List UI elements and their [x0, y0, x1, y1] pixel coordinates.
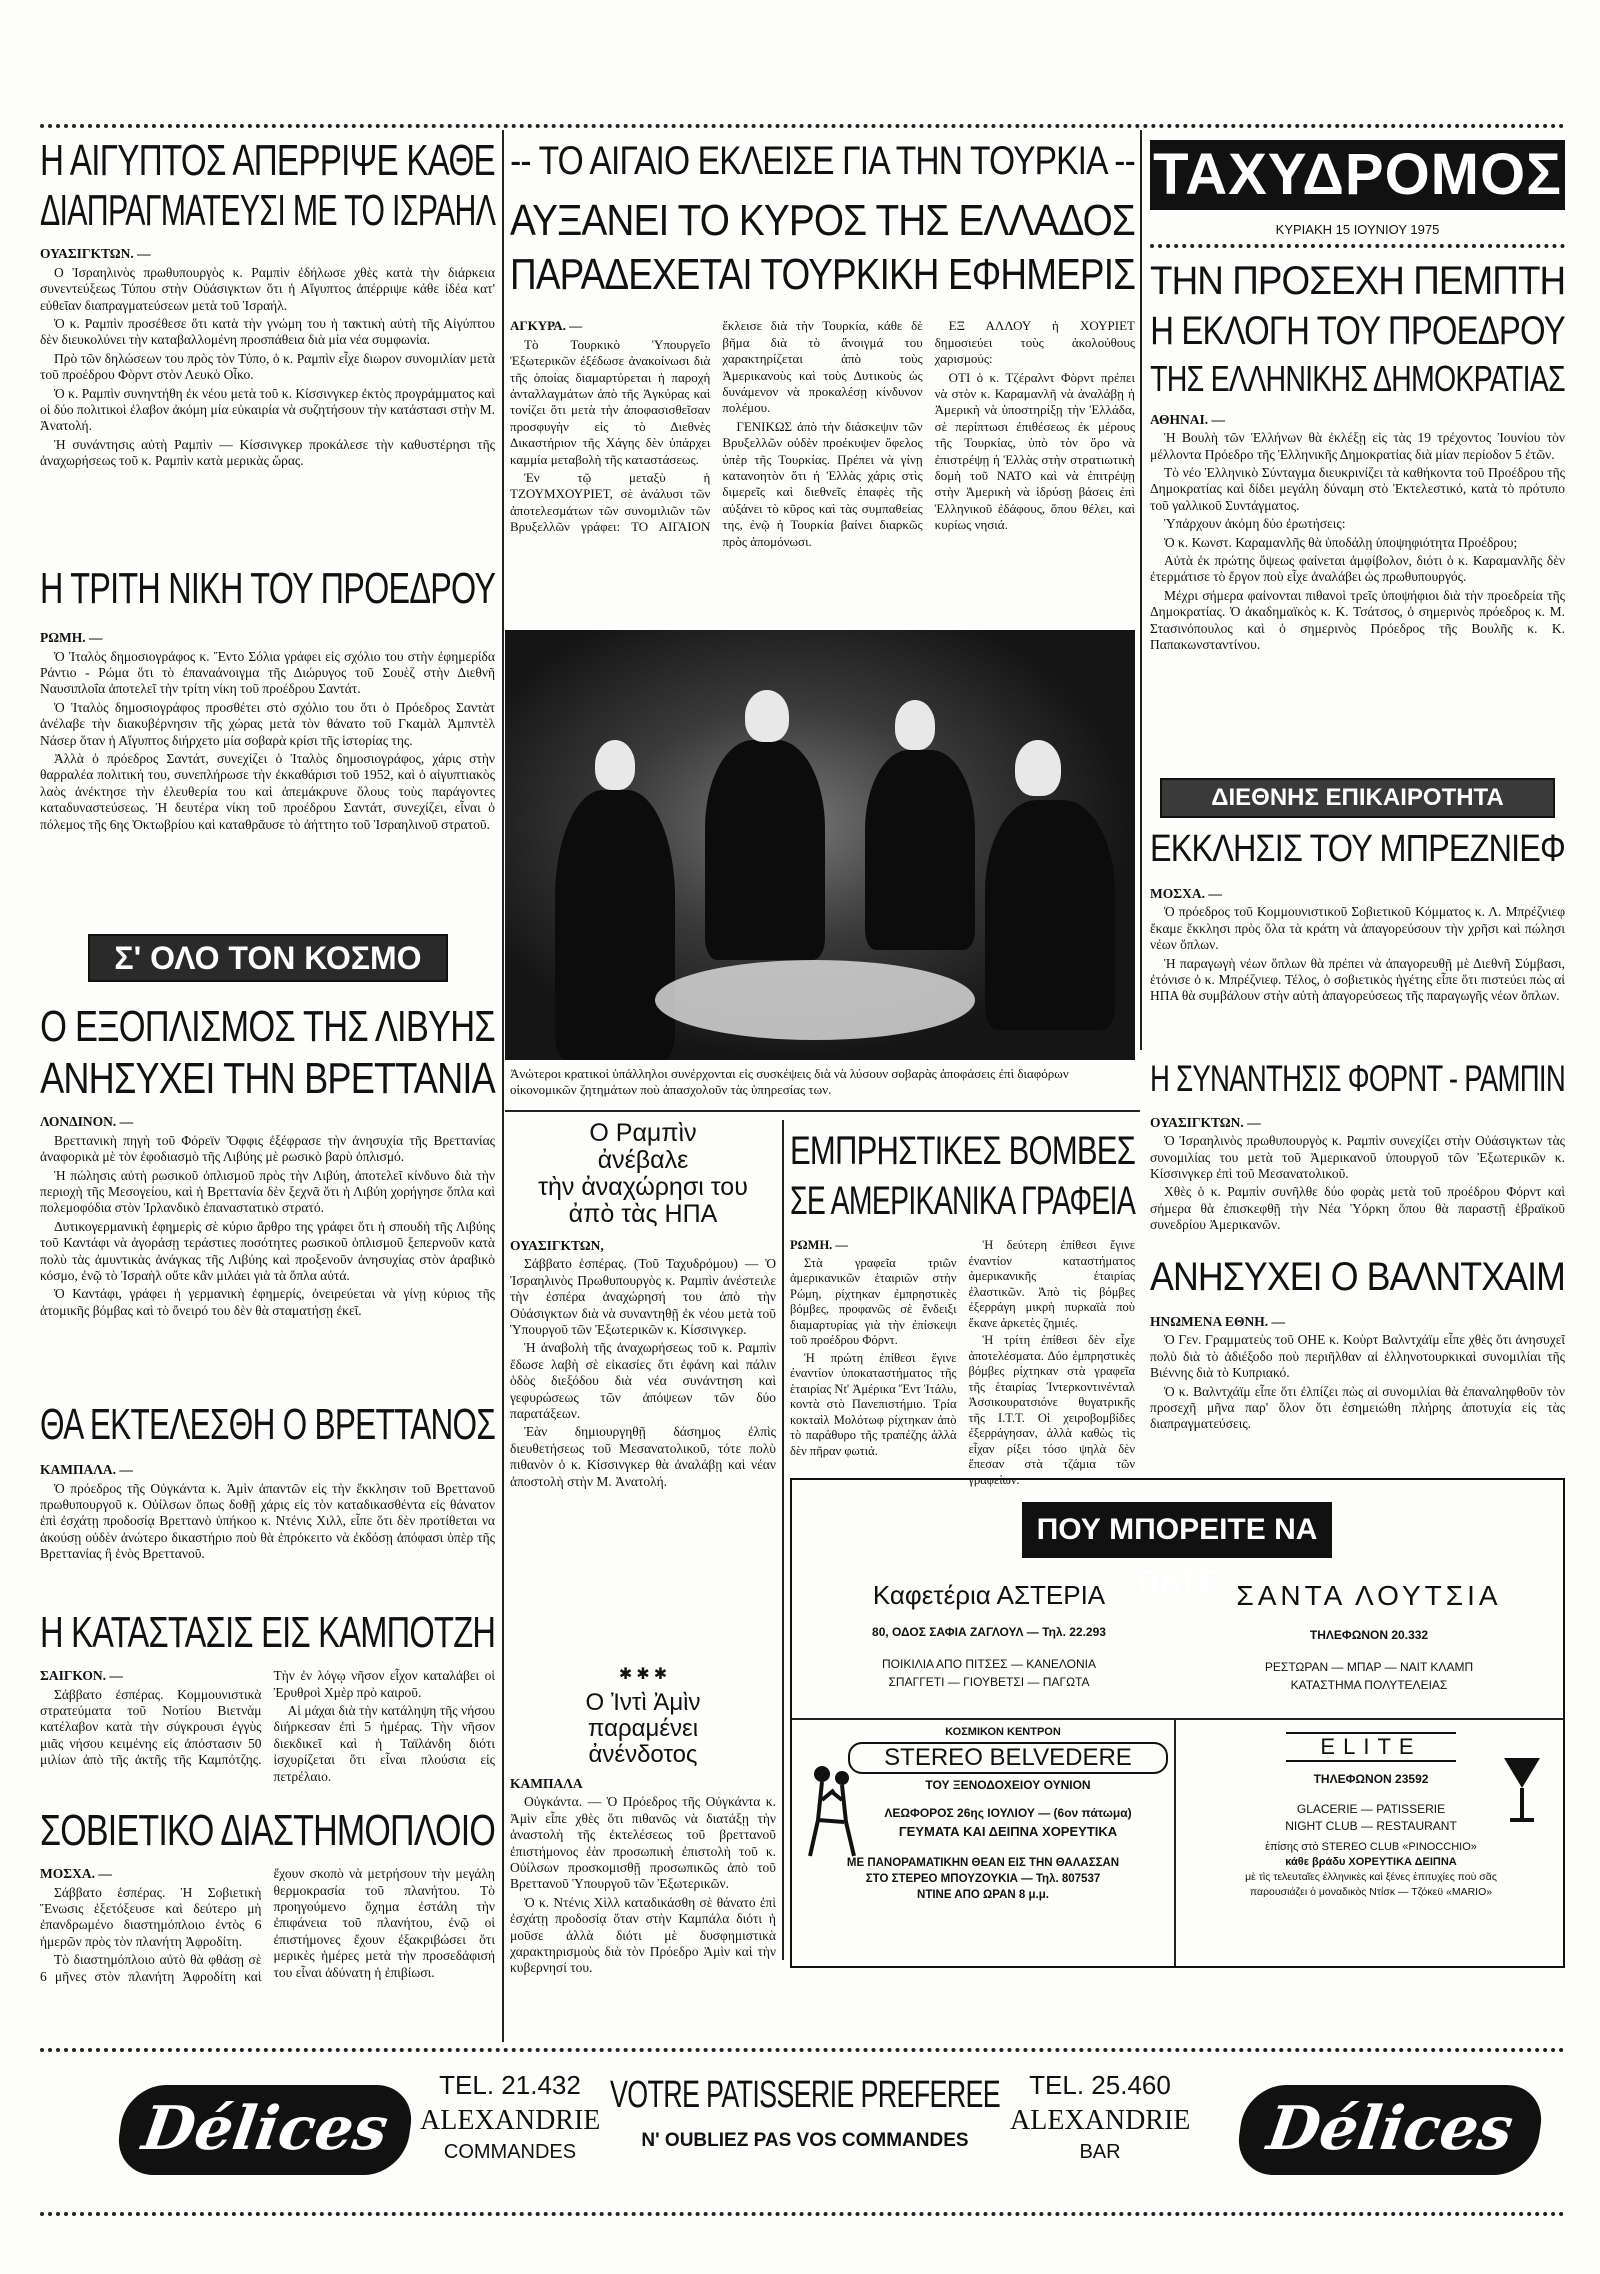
article-libya: [40, 1004, 495, 1394]
headline: Η ΤΡΙΤΗ ΝΙΚΗ ΤΟΥ ΠΡΟΕΔΡΟΥ: [40, 564, 496, 613]
paragraph: Ο Ἰσραηλινὸς πρωθυπουργὸς κ. Ραμπὶν ἐδήλωσε χθὲς κατὰ τὴν διάρκεια συνεντεύξεως Τύπου στὴν Οὐάσιγκτων ὅτι ἡ Αἴγυπτος ἀπέρριψε κάθε ἰδέα κατ' εὐθεῖαν διαπραγματεύσεων μετὰ τοῦ Ἰσραήλ.: [40, 264, 495, 313]
paragraph: Ἡ Βουλὴ τῶν Ἑλλήνων θὰ ἐκλέξῃ εἰς τὰς 19 τρέχοντος Ἰουνίου τὸν μέλλοντα Πρόεδρο τῆς Ἑλληνικῆς Δημοκρατίας διὰ μίαν περίοδον 5 ἐτῶν.: [1150, 430, 1565, 462]
headline: ΠΑΡΑΔΕΧΕΤΑΙ ΤΟΥΡΚΙΚΗ ΕΦΗΜΕΡΙΣ: [510, 250, 1136, 300]
ad-line: ΛΕΩΦΟΡΟΣ 26ης ΙΟΥΛΙΟΥ — (6ον πάτωμα): [884, 1806, 1132, 1820]
paragraph: Ὁ Ἰσραηλινὸς πρωθυπουργὸς κ. Ραμπὶν συνεχίζει στὴν Οὐάσιγκτων τὰς συνομιλίας του μετὰ τοῦ Ἀμερικανοῦ ὑπουργοῦ τῶν Ἐξωτερικῶν κ. Κίσσινγκερ ἐπὶ τοῦ Μεσανατολικοῦ.: [1150, 1133, 1565, 1182]
paragraph: Ἀλλὰ ὁ πρόεδρος Σαντάτ, συνεχίζει ὁ Ἰταλὸς δημοσιογράφος, χάρις στὴν θαρραλέα πολιτική του, συνεπλήρωσε τὴν ἐκκαθάρισι τοῦ 1952, καὶ ὁ αἰγυπτιακὸς λαὸς ἀνέκτησε τὴν ἐλευθερία του καὶ ἀπεμάκρυνε ὅλους τοὺς παράγοντες καταδυναστεύσεως. Ἡ δευτέρα νίκη τοῦ προέδρου Σαντάτ, συνεχίζει, εἶναι ὁ πόλεμος τῆς 6ης Ὀκτωβρίου καὶ καταθρᾶυσε τὸ ἀήττητο τοῦ Ἰσραηλινοῦ στρατοῦ.: [40, 751, 495, 832]
delices-logo: Délices: [1234, 2085, 1547, 2175]
article-body: [40, 1114, 495, 1394]
ad-line: ΣΤΟ ΣΤΕΡΕΟ ΜΠΟΥΖΟΥΚΙΑ — Τηλ. 807537: [865, 1873, 1101, 1885]
separator-stars: ✱ ✱ ✱: [618, 1666, 668, 1683]
headline: ΤΗΝ ΠΡΟΣΕΧΗ ΠΕΜΠΤΗ: [1150, 259, 1566, 303]
delices-logo: Délices: [114, 2085, 417, 2175]
ad-phone: ΤΗΛΕΦΩΝΟΝ 20.332: [1309, 1628, 1429, 1642]
ad-sub: ΤΟΥ ΞΕΝΟΔΟΧΕΙΟΥ ΟΥΝΙΟΝ: [925, 1778, 1091, 1792]
dateline: ΛΟΝΔΙΝΟΝ. —: [40, 1114, 134, 1130]
dateline: ΟΥΑΣΙΓΚΤΩΝ. —: [40, 246, 151, 262]
article-ford-rabin: [1150, 1058, 1565, 1233]
ad-line: μὲ τὶς τελευταῖες ἑλληνικὲς καὶ ξένες ἐπιτυχίες ποὺ σᾶς: [1245, 1871, 1497, 1883]
headline: Η ΑΙΓΥΠΤΟΣ ΑΠΕΡΡΙΨΕ ΚΑΘΕ: [40, 136, 495, 185]
paragraph: Ὁ κ. Κωνστ. Καραμανλῆς θὰ ὑποδάλῃ ὑποψηφιότητα Προέδρου;: [1164, 534, 1518, 550]
article-body: [1150, 886, 1565, 1056]
dateline: ΜΟΣΧΑ. —: [40, 1866, 112, 1882]
delices-right-info: [1010, 2070, 1190, 2164]
ad-name: ΣΑΝΤΑ ΛΟΥΤΣΙΑ: [1236, 1580, 1502, 1611]
paragraph: Ἐν τῷ μεταξὺ ἡ ΤΖΟΥΜΧΟΥΡΙΕΤ, σὲ ἀνάλυσι τῶν ἀποτελεσμάτων τῶν συνομιλιῶν τῶν Βρυξελλῶν γράφει: ΤΟ ΑΙΓΑΙΟΝ ἔκλεισε διὰ τὴν Τουρκία, κάθε δὲ βῆμα διὰ τὸ ἄνοιγμά του χαρακτηρίζεται ἀπὸ τοὺς Ἀμερικανοὺς καὶ τοὺς Δυτικοὺς ὡς δυνάμενον νὰ προκαλέσῃ κίνδυνον πολέμου.: [510, 318, 923, 535]
section-band-international: ΔΙΕΘΝΗΣ ΕΠΙΚΑΙΡΟΤΗΤΑ: [1160, 778, 1555, 818]
article-briton: [40, 1402, 495, 1612]
paragraph: ΓΕΝΙΚΩΣ ἀπὸ τὴν διάσκεψιν τῶν Βρυξελλῶν οὐδὲν προέκυψεν ὄφελος ὑπὲρ τῆς Τουρκίας. Πρέπει νὰ γίνῃ κατανοητὸν ὅτι ἡ Ἑλλὰς χάρις στὶς διμερεῖς καὶ διεθνεῖς ἐπαφὲς τῆς αὐξάνει τὸ κῦρος καὶ τὰς συμπαθείας της, ἐνῷ ἡ Τουρκία βαίνει διαρκῶς πρὸς ἀπομόνωσι.: [722, 418, 923, 549]
paragraph: Ἡ συνάντησις αὐτὴ Ραμπὶν — Κίσσινγκερ προκάλεσε τὴν καθυστέρησι τῆς ἀναχωρήσεως τοῦ κ. Ραμπὶν κατὰ μερικὰς ὥρας.: [40, 436, 495, 469]
paragraph: Ὁ Ἰταλὸς δημοσιογράφος προσθέτει στὸ σχόλιο του ὅτι ὁ Πρόεδρος Σαντὰτ ἀνέλαβε τὴν διακυβέρνησιν τῆς χώρας μετὰ τὸν θάνατο τοῦ Γκαμὰλ Ἀμπντὲλ Νάσερ ὅταν ἡ Αἴγυπτος διήρχετο μία σοβαρὰ κρίσι τῆς ἱστορίας της.: [40, 699, 495, 748]
headline: Η ΚΑΤΑΣΤΑΣΙΣ ΕΙΣ ΚΑΜΠΟΤΖΗ: [40, 1608, 496, 1657]
headline: Η ΕΚΛΟΓΗ ΤΟΥ ΠΡΟΕΔΡΟΥ: [1150, 309, 1565, 353]
paragraph: Τὸ νέο Ἑλληνικὸ Σύνταγμα διευκρινίζει τὰ καθήκοντα τοῦ Προέδρου τῆς Δημοκρατίας καὶ δίδει μεγάλη δύναμη στὸ Ἐκτελεστικό, κατὰ τὸ πρότυπο τοῦ γαλλικοῦ Συντάγματος.: [1150, 465, 1565, 513]
headline: ΑΝΗΣΥΧΕΙ Ο ΒΑΛΝΤΧΑΙΜ: [1150, 1255, 1565, 1299]
article-body: [1150, 1114, 1565, 1233]
dateline: ΑΘΗΝΑΙ. —: [1150, 411, 1225, 427]
cocktail-glass-icon: [1500, 1752, 1544, 1830]
paragraph: Ἡ πώλησις αὐτὴ ρωσικοῦ ὁπλισμοῦ πρὸς τὴν Λιβύη, ἀποτελεῖ κίνδυνο διὰ τὴν περιοχὴ τῆς Μεσογείου, καὶ ἡ Βρεττανία δὲν ξεχνᾶ ὅτι ἡ Λιβύη χορήγησε ὅπλα καὶ πολεμοφόδια στὸν Ἰρλανδικὸ ἐπαναστατικὸ στρατό.: [40, 1167, 495, 1216]
news-photo: [505, 630, 1135, 1060]
headline: ἀνέβαλε: [597, 1146, 689, 1174]
article-body: [40, 1668, 495, 1806]
delices-slogan-sub: N' OUBLIEZ PAS VOS COMMANDES: [641, 2129, 969, 2151]
headline: Ο Ἰντὶ Ἀμὶν: [585, 1689, 701, 1716]
column-divider: [502, 130, 504, 2042]
ad-line: ΚΑΤΑΣΤΗΜΑ ΠΟΛΥΤΕΛΕΙΑΣ: [1290, 1678, 1448, 1692]
paragraph: Ὁ κ. Ραμπὶν προσέθεσε ὅτι κατὰ τὴν γνώμη του ἡ τακτικὴ αὐτὴ τῆς Αἰγύπτου δὲν διευκολύνει τὴν καταβαλλομένη προσπάθεια διὰ μία νέα συμφωνία.: [40, 316, 495, 348]
top-border: [40, 124, 1565, 128]
ad-name: Καφετέρια ΑΣΤΕΡΙΑ: [872, 1580, 1106, 1610]
headline: ΣΕ ΑΜΕΡΙΚΑΝΙΚΑ ΓΡΑΦΕΙΑ: [790, 1179, 1136, 1223]
ad-line: ΜΕ ΠΑΝΟΡΑΜΑΤΙΚΗΝ ΘΕΑΝ ΕΙΣ ΤΗΝ ΘΑΛΑΣΣΑΝ: [846, 1857, 1120, 1869]
ad-line: ΣΠΑΓΓΕΤΙ — ΓΙΟΥΒΕΤΣΙ — ΠΑΓΩΤΑ: [888, 1675, 1090, 1689]
paragraph: Ὁ κ. Ντένις Χὶλλ καταδικάσθη σὲ θάνατο ἐπὶ ἐσχάτῃ προδοσίᾳ ὅταν στὴν Καμπάλα διότι ἡ μοῦσε ἀλλὰ διότι μὲ δυσφημιστικὰ χαρακτηρισμοὺς διὰ τὸν Πρόεδρο Ἀμὶν καὶ τὴν κυβερνησί του.: [510, 1894, 776, 1976]
article-aegean: [510, 140, 1135, 573]
delices-city: ALEXANDRIE: [420, 2105, 601, 2136]
article-body: [40, 1462, 495, 1612]
divider: [505, 1110, 1140, 1112]
paragraph: Τὸ Τουρκικὸ Ὑπουργεῖο Ἐξωτερικῶν ἐξέδωσε ἀνακοίνωσι διὰ τῆς ὁποίας διαμαρτύρεται ἡ παροχὴ ἀνταλλαγμάτων ἀπὸ τῆς Ἀγκύρας καὶ τονίζει ὅτι μετὰ τὴν ἀποφασισθεῖσαν προσφυγὴν εἰς τὸ Διεθνὲς Δικαστήριον τῆς Χάγης δὲν ὑπάρχει καμμία μεταβολὴ τῆς καταστάσεως.: [510, 336, 711, 467]
article-rabin-delay: [510, 1120, 776, 2016]
article-body: [790, 1238, 1135, 1488]
headline: Ο Ραμπὶν: [589, 1119, 697, 1147]
headline: τὴν ἀναχώρησι του: [538, 1173, 748, 1201]
delices-tel: TEL. 25.460: [1029, 2070, 1171, 2100]
dateline: ΗΝΩΜΕΝΑ ΕΘΝΗ. —: [1150, 1314, 1285, 1329]
paragraph: Αὐτὰ ἐκ πρώτης ὄψεως φαίνεται ἀμφίβολον, διότι ὁ κ. Καραμανλῆς δὲν ἐτερμάτισε τὸ ἔργον ποὺ εἶχε ἀναλάβει ὡς πρωθυπουργός.: [1150, 553, 1565, 585]
ad-line: παρουσιάζει ὁ μοναδικὸς Ντίσκ — Τζόκεϋ «MARIO»: [1249, 1886, 1493, 1898]
ad-address: 80, ΟΔΟΣ ΣΑΦΙΑ ΖΑΓΛΟΥΛ — Τηλ. 22.293: [872, 1625, 1106, 1639]
paragraph: Ὁ κ. Ραμπὶν συνηντήθη ἐκ νέου μετὰ τοῦ κ. Κίσσινγκερ ἐκτὸς προγράμματος καὶ οἱ δύο πολιτικοὶ ἐλαβον ἀκόμη μία εὐκαιρία νὰ συζητήσουν τὴν κατάστασι στὴν Μ. Ἀνατολή.: [40, 385, 495, 434]
paragraph: ΟΤΙ ὁ κ. Τζέραλντ Φὸρντ πρέπει νὰ στὸν κ. Καραμανλῆ νὰ ἀναλάβῃ ἡ Ἀμερικὴ νὰ ὑποστηρίξῃ τὴν Ἑλλάδα, σὲ περίπτωσι ἐπιθέσεως ἐκ μέρους τῆς Τουρκίας, ὑπὸ τὸν ὅρο νὰ ἐπιστρέψῃ ἡ Ἑλλὰς στὴν στρατιωτικὴ δομὴ τοῦ ΝΑΤΟ καὶ νὰ ἐπιτρέψῃ στὴν Ἀμερικὴ νὰ ἱδρύσῃ βάσεις ἐπὶ Ἑλληνικοῦ ἐδάφους, ὅπου θέλει, καὶ κυρίως νησιά.: [934, 369, 1135, 533]
headline: ΕΜΠΡΗΣΤΙΚΕΣ ΒΟΜΒΕΣ: [790, 1129, 1136, 1173]
delices-slogan: [610, 2076, 1000, 2152]
dancers-icon: [804, 1760, 858, 1860]
article-body: [1150, 1314, 1565, 1432]
paragraph: Ὑπάρχουν ἀκόμη δύο ἐρωτήσεις:: [1164, 516, 1346, 532]
delices-tel: TEL. 21.432: [439, 2070, 581, 2100]
article-body: [40, 246, 495, 551]
dateline: ΜΟΣΧΑ. —: [1150, 885, 1222, 901]
dateline: ΡΩΜΗ. —: [790, 1238, 848, 1252]
article-body: [40, 1866, 495, 2016]
paragraph: Τὸ διαστημόπλοιο αὐτὸ θὰ φθάσῃ σὲ 6 μῆνες στὸν πλανήτη Ἀφροδίτη καὶ ἔχουν σκοπὸ νὰ μετρήσουν τὴν μεγάλη θερμοκρασία τοῦ πλανήτου. Τὸ προηγούμενο ὄχημα ἐστάλη τὴν ἐπιφάνεια τοῦ πλανήτου, ἐνῷ οἱ ἐπιστήμονες ἔχουν ἐξακριβώσει ὅτι μερικὲς ἡμέρες μετὰ τὴν προσεδάφισή του εἶναι ἀδύνατη ἡ ἐπιβίωσι.: [40, 1866, 495, 1984]
paragraph: Ὁ κ. Βαλντχάϊμ εἶπε ὅτι ἐλπίζει πὼς αἱ συνομιλίαι θὰ ἐπαναληφθοῦν τὸν προσεχῆ μῆνα παρ' ὅλον ὅτι ἐσημειώθη πλήρης ἀποτυχία εἰς τὰς διαπραγματεύσεις.: [1150, 1383, 1565, 1432]
ad-name: ELITE: [1286, 1732, 1456, 1762]
masthead-rule: [1150, 244, 1565, 248]
headline: ΣΟΒΙΕΤΙΚΟ ΔΙΑΣΤΗΜΟΠΛΟΙΟ: [40, 1806, 496, 1855]
paragraph: Σάββατο ἑσπέρας. (Τοῦ Ταχυδρόμου) — Ὁ Ἰσραηλινὸς Πρωθυπουργὸς κ. Ραμπὶν ἀνέστειλε τὴν ἐσπέρα ἀναχώρησή του ἀπὸ τὴν Οὐάσιγκτων διὰ νὰ συναντηθῇ ἐκ νέου μετὰ τοῦ Ὑπουργοῦ τῶν Ἐξωτερικῶν κ. Κίσσινγκερ.: [510, 1256, 776, 1338]
kicker: -- ΤΟ ΑΙΓΑΙΟ ΕΚΛΕΙΣΕ ΓΙΑ ΤΗΝ ΤΟΥΡΚΙΑ --: [510, 139, 1135, 183]
article-sadat: [40, 566, 495, 940]
ads-banner: ΠΟΥ ΜΠΟΡΕΙΤΕ ΝΑ ΠΑΤΕ: [1022, 1502, 1332, 1558]
paragraph: Ἐὰν δημιουργηθῇ δάσημος ἐλπὶς διευθετήσεως τοῦ Μεσανατολικοῦ, τότε πολὺ πιθανὸν ὁ κ. Κίσσινγκερ θὰ ἀναλάβῃ καὶ νέαν ἀποστολὴ στὴν Μ. Ἀνατολή.: [510, 1424, 776, 1489]
dateline: ΚΑΜΠΑΛΑ. —: [40, 1462, 133, 1478]
dateline: ΟΥΑΣΙΓΚΤΩΝ. —: [1150, 1114, 1261, 1130]
paragraph: Στὰ γραφεῖα τριῶν ἀμερικανικῶν ἑταιριῶν στὴν Ρώμη, ρίχτηκαν ἐμπρηστικὲς βόμβες, προφανῶς σὲ ἔνδειξι διαμαρτυρίας γιὰ τὴν ἐπίσκεψι τοῦ προέδρου Φόρντ.: [790, 1255, 957, 1347]
paragraph: Σάββατο ἑσπέρας. Ἡ Σοβιετικὴ Ἕνωσις ἐξετόξευσε καὶ δεύτερο μὴ ἐπανδρωμένο διαστημόπλοιο ἐντὸς 6 ἡμερῶν πρὸς τὸν πλανήτη Ἀφροδίτη.: [40, 1884, 262, 1949]
section-band-world: Σ' ΟΛΟ ΤΟΝ ΚΟΣΜΟ: [88, 934, 448, 982]
dateline: ΑΓΚΥΡΑ. —: [510, 318, 583, 334]
delices-slogan-main: VOTRE PATISSERIE PREFEREE: [610, 2074, 1001, 2116]
masthead-date: ΚΥΡΙΑΚΗ 15 ΙΟΥΝΙΟΥ 1975: [1275, 222, 1440, 237]
headline: ΘΑ ΕΚΤΕΛΕΣΘΗ Ο ΒΡΕΤΤΑΝΟΣ: [40, 1400, 496, 1449]
article-body: [40, 630, 495, 940]
ad-line: ΠΟΙΚΙΛΙΑ ΑΠΟ ΠΙΤΣΕΣ — ΚΑΝΕΛΟΝΙΑ: [882, 1657, 1096, 1671]
headline: παραμένει: [587, 1715, 699, 1742]
paragraph: Ἡ πρώτη ἐπίθεσι ἔγινε ἐναντίον ὑποκαταστήματος τῆς ἑταιρίας Νt' Ἀμέρικα Ἔντ Ἰτάλυ, κοντὰ στὸ Πανεπιστήμιο. Τρία κοκταὶλ Μολότωφ ρίχτηκαν ἀπὸ τὸ παράθυρο τῆς τραπέζης ἀλλὰ δὲν πῆραν φωτιά.: [790, 1350, 957, 1458]
ad-line: GLACERIE — PATISSERIE: [1296, 1802, 1446, 1816]
ads-where-to-go: [790, 1478, 1565, 1968]
paragraph: Ὁ πρόεδρος τῆς Οὐγκάντα κ. Ἀμὶν ἀπαντῶν εἰς τὴν ἔκκλησιν τοῦ Βρεττανοῦ πρωθυπουργοῦ κ. Οὐίλσων ὅπως δοθῇ χάρις εἰς τὸν καταδικασθέντα εἰς θάνατον ἐπὶ ἐσχάτῃ προδοσίᾳ Βρεττανὸ ὑπήκοο κ. Ντένις Χιλλ, εἶπε ὅτι δὲν προτίθεται να ἀκούσῃ οὐδὲν ἀνώτερο δικαστήριο ποὺ θὰ ἐπρόκειτο νὰ ἐκδόσῃ ἀπόφασι ὑπὲρ τῆς Βρεττανίας ἢ ἑνὸς Βρεττανοῦ.: [40, 1480, 495, 1562]
bottom-ad-rule: [40, 2048, 1565, 2052]
ad-phone: ΤΗΛΕΦΩΝΟΝ 23592: [1313, 1772, 1429, 1786]
ad-belvedere: [798, 1726, 1168, 1961]
headline: ἀπὸ τὰς ΗΠΑ: [568, 1200, 718, 1228]
delices-city: ALEXANDRIE: [1010, 2105, 1191, 2136]
dateline: ΡΩΜΗ. —: [40, 630, 103, 646]
ad-asteria: [804, 1580, 1174, 1710]
divider: [1174, 1718, 1176, 1966]
article-waldheim: [1150, 1255, 1565, 1432]
paragraph: Χθὲς ὁ κ. Ραμπὶν συνῆλθε δύο φορὰς μετὰ τοῦ προέδρου Φόρντ καὶ σήμερα θὰ ἐπισκεφθῇ τὴν Νέα Ὑόρκη ὅπου θὰ παραστῇ ἑβραϊκοῦ συνεδρίου Ἀμερικανῶν.: [1150, 1184, 1565, 1233]
ad-elite: [1182, 1726, 1560, 1961]
article-body: [510, 1776, 776, 2016]
article-brezhnev: [1150, 830, 1565, 1056]
paragraph: Ἡ τρίτη ἐπίθεσι δὲν εἶχε ἀποτελέσματα. Δύο ἐμπρηστικὲς βόμβες ρίχτηκαν στὰ γραφεῖα τῆς ἑταιρίας Ἰντερκοντινένταλ Ἀσσικουρατσιόνε θυγατρικῆς τῆς Ι.Τ.Τ. Οἱ χειροβομβίδες ἐξερράγησαν, ἀλλὰ καθὼς τὶς εἶχαν ρίξει τόσο ψηλὰ δὲν ἔπεσαν στὰ τζάμια τῶν γραφείων.: [968, 1333, 1135, 1487]
headline: ΑΥΞΑΝΕΙ ΤΟ ΚΥΡΟΣ ΤΗΣ ΕΛΛΑΔΟΣ: [510, 196, 1136, 245]
article-body: [510, 1238, 776, 1658]
photo-caption: Ἀνώτεροι κρατικοὶ ὑπάλληλοι συνέρχονται εἰς συσκέψεις διὰ νὰ λύσουν σοβαρὰς ἀποφάσεις ἐπὶ διαφόρων οἰκονομικῶν ζητημάτων ποὺ ἀπασχολοῦν τὰς ὑπηρεσίας των.: [510, 1066, 1069, 1098]
headline: ΑΝΗΣΥΧΕΙ ΤΗΝ ΒΡΕΤΤΑΝΙΑ: [40, 1054, 495, 1104]
masthead-title: ΤΑΧΥΔΡΟΜΟΣ: [1150, 140, 1565, 210]
bottom-ad-rule: [40, 2212, 1565, 2216]
paragraph: Δυτικογερμανικὴ ἐφημερὶς σὲ κύριο ἄρθρο της γράφει ὅτι ἡ σπουδὴ τῆς Λιβύης τοῦ Καντάφι νὰ ἀγοράσῃ τεράστιες ποσότητες ρωσικοῦ ὁπλισμοῦ ξεπερνοῦν κατὰ πολὺ τὰς ἀμυντικὰς ἀνάγκας τῆς Λιβύης καὶ προξενοῦν ἀνησυχίας στὸν ἀραβικὸ κόσμο, ἐνῷ τὸ Ἰσραὴλ οὔτε κἂν μιλάει γιὰ τὰ ὅπλα αὐτά.: [40, 1218, 495, 1284]
article-body: [510, 318, 1135, 573]
article-egypt: [40, 138, 495, 551]
ad-line: κάθε βράδυ ΧΟΡΕΥΤΙΚΑ ΔΕΙΠΝΑ: [1285, 1856, 1457, 1868]
paragraph: Βρεττανικὴ πηγὴ τοῦ Φόρεϊν Ὄφφις ἐξέφρασε τὴν ἀνησυχία τῆς Βρεττανίας ἀναφορικὰ μὲ τὸν ἐφοδιασμὸ τῆς Λιβύης μὲ ρωσικὸ βαρὺ ὁπλισμό.: [40, 1132, 495, 1165]
article-cambodia: [40, 1610, 495, 1806]
paragraph: Ἡ ἀναβολὴ τῆς ἀναχωρήσεως τοῦ κ. Ραμπὶν ἔδωσε λαβὴ σὲ εἰκασίες ὅτι ἐφάνη καὶ πάλιν ὁδὸς διεξόδου διὰ νέα συνάντηση καὶ γεφυρώσεως τῶν ἀπόψεων τῶν δύο παρατάξεων.: [510, 1340, 776, 1422]
article-president-election: [1150, 260, 1565, 682]
dateline: ΚΑΜΠΑΛΑ: [510, 1776, 583, 1791]
ad-santa-lucia: [1184, 1580, 1554, 1710]
paragraph: ΕΞ ΑΛΛΟΥ ἡ ΧΟΥΡΙΕΤ δημοσιεύει τοὺς ἀκολούθους χαρισμούς:: [934, 318, 1135, 367]
ad-kicker: ΚΟΣΜΙΚΟΝ ΚΕΝΤΡΟΝ: [945, 1726, 1061, 1738]
headline: ΤΗΣ ΕΛΛΗΝΙΚΗΣ ΔΗΜΟΚΡΑΤΙΑΣ: [1150, 358, 1565, 399]
paragraph: Μέχρι σήμερα φαίνονται πιθανοὶ τρεῖς ὑποψήφιοι διὰ τὴν προεδρεία τῆς Δημοκρατίας. Ὁ ἀκαδημαϊκὸς κ. Κ. Τσάτσος, ὁ σημερινὸς πρόεδρος κ. Μ. Στασινόπουλος καὶ ὁ σημερινὸς Πρόεδρος τῆς Βουλῆς κ. Κ. Παπακωνσταντίνου.: [1150, 587, 1565, 653]
ad-line: NIGHT CLUB — RESTAURANT: [1285, 1819, 1457, 1833]
paragraph: Ὁ Ἰταλὸς δημοσιογράφος κ. Ἔντο Σόλια γράφει εἰς σχόλιο του στὴν ἐφημερίδα Ράντιο - Ρώμα ὅτι τὸ ἐπαναάνοιγμα τῆς Διώρυγος τοῦ Σουὲζ στὴν Διεθνῆ Ναυσιπλοΐα ἀποτελεῖ τὴν τρίτη νίκη τοῦ προέδρου Σαντάτ.: [40, 648, 495, 697]
delices-left-info: [420, 2070, 600, 2164]
paragraph: Οὐγκάντα. — Ὁ Πρόεδρος τῆς Οὐγκάντα κ. Ἀμὶν εἶπε χθὲς ὅτι πιθανῶς νὰ διατάξῃ τὴν ἀναστολὴ τῆς ἐκτελέσεως τοῦ βρεττανοῦ ἐπιστήμονος ἐὰν προσωπικὴ ἐπιστολὴ τοῦ κ. Οὐίλσων προσκομισθῇ προσωπικῶς ἀπὸ τοῦ Βρεττανοῦ Ὑπουργοῦ τῶν Ἐξωτερικῶν.: [510, 1794, 776, 1892]
ad-line: ΓΕΥΜΑΤΑ ΚΑΙ ΔΕΙΠΝΑ ΧΟΡΕΥΤΙΚΑ: [898, 1824, 1118, 1839]
article-soviet: [40, 1808, 495, 2016]
headline: Ο ΕΞΟΠΛΙΣΜΟΣ ΤΗΣ ΛΙΒΥΗΣ: [40, 1002, 495, 1051]
dateline: ΣΑΙΓΚΟΝ. —: [40, 1668, 123, 1684]
ad-line: ΝΤΙΝΕ ΑΠΟ ΩΡΑΝ 8 μ.μ.: [917, 1889, 1049, 1901]
paragraph: Ἡ δεύτερη ἐπίθεσι ἔγινε ἐναντίον καταστήματος ἀμερικανικῆς ἑταιρίας ἐλαστικῶν. Ἀπὸ τὶς βόμβες ἐξερράγη μικρὴ πυρκαϊὰ ποὺ ἔκανε ἀρκετὲς ζημιές.: [968, 1238, 1135, 1330]
delices-label: BAR: [1079, 2141, 1121, 2163]
headline: ΕΚΚΛΗΣΙΣ ΤΟΥ ΜΠΡΕΖΝΙΕΦ: [1150, 828, 1566, 870]
article-bombs: [790, 1130, 1135, 1488]
dateline: ΟΥΑΣΙΓΚΤΩΝ,: [510, 1238, 604, 1253]
delices-label: COMMANDES: [443, 2141, 577, 2163]
paragraph: Σάββατο ἐσπέρας. Κομμουνιστικὰ στρατεύματα τοῦ Νοτίου Βιετνὰμ κατέλαβον κατὰ τὴν σύγκρουσι ἐγγὺς μιᾶς νήσου κειμένης εἰς ἀπόστασιν 50 μιλίων ἀπὸ τῆς ἀκτῆς τῆς Καμπότζης. Τὴν ἐν λόγῳ νῆσον εἶχον καταλάβει οἱ Ἐρυθροὶ Χμὲρ πρὸ καιροῦ.: [40, 1668, 495, 1768]
paragraph: Ὁ Γεν. Γραμματεὺς τοῦ ΟΗΕ κ. Κοὺρτ Βαλντχάϊμ εἶπε χθὲς ὅτι ἀνησυχεῖ πολὺ διὰ τὸ ἀδιέξοδο ποὺ περιῆλθαν αἱ ἑλληνοτουρκικαὶ συνομιλίαι τῆς Βιέννης διὰ τὸ Κυπριακό.: [1150, 1332, 1565, 1381]
headline: ΔΙΑΠΡΑΓΜΑΤΕΥΣΙ ΜΕ ΤΟ ΙΣΡΑΗΛ: [40, 186, 496, 236]
ad-line: ἐπίσης στὸ STEREO CLUB «PINOCCHIO»: [1265, 1841, 1477, 1853]
ad-line: ΡΕΣΤΩΡΑΝ — ΜΠΑΡ — ΝΑΙΤ ΚΛΑΜΠ: [1264, 1660, 1474, 1674]
column-divider: [782, 1120, 784, 1960]
headline: Η ΣΥΝΑΝΤΗΣΙΣ ΦΟΡΝΤ - ΡΑΜΠΙΝ: [1150, 1058, 1565, 1099]
column-divider: [1140, 130, 1142, 1050]
divider: [792, 1718, 1563, 1720]
headline: ἀνένδοτος: [588, 1741, 698, 1768]
ad-name: STEREO BELVEDERE: [848, 1742, 1168, 1774]
paragraph: Ἡ παραγωγὴ νέων ὅπλων θὰ πρέπει νὰ ἀπαγορευθῇ μὲ Διεθνῆ Σύμβασι, ἐτόνισε ὁ κ. Μπρέζνιεφ. Τέλος, ὁ σοβιετικὸς ἡγέτης εἶπε ὅτι πιστεύει πὼς αἱ ΗΠΑ θὰ συμβάλουν στὴν αὐτὴ ἀπαγορεύσεως τῆς παραγωγῆς νέων ὅπλων.: [1150, 955, 1565, 1004]
article-body: [1150, 412, 1565, 682]
paragraph: Ὁ πρόεδρος τοῦ Κομμουνιστικοῦ Σοβιετικοῦ Κόμματος κ. Λ. Μπρέζνιεφ ἔκαμε ἔκκλησι πρὸς ὅλα τὰ κράτη νὰ ἀπαγορεύσουν τὴν χρῆσι καὶ πώλησι νέων ὅπλων.: [1150, 904, 1565, 953]
paragraph: Πρὸ τῶν δηλώσεων του πρὸς τὸν Τύπο, ὁ κ. Ραμπὶν εἶχε διωρον συνομιλίαν μετὰ τοῦ προέδρου Φὸρντ στὸν Λευκὸ Οἶκο.: [40, 350, 495, 383]
paragraph: Αἱ μάχαι διὰ τὴν κατάληψη τῆς νήσου διήρκεσαν ἐπὶ 5 ἡμέρας. Τὴν νῆσον διεκδικεῖ καὶ ἡ Ταϊλάνδη διότι ἰσχυρίζεται ὅτι εἶναι πλούσια εἰς πετρέλαιο.: [273, 1703, 495, 1784]
paragraph: Ὁ Καντάφι, γράφει ἡ γερμανικὴ ἐφημερίς, ὀνειρεύεται νὰ γίνῃ κύριος τῆς ἀτομικῆς βόμβας καὶ τὸ ὄνειρό του δὲν θὰ σταματήσῃ ἐκεῖ.: [40, 1286, 495, 1318]
